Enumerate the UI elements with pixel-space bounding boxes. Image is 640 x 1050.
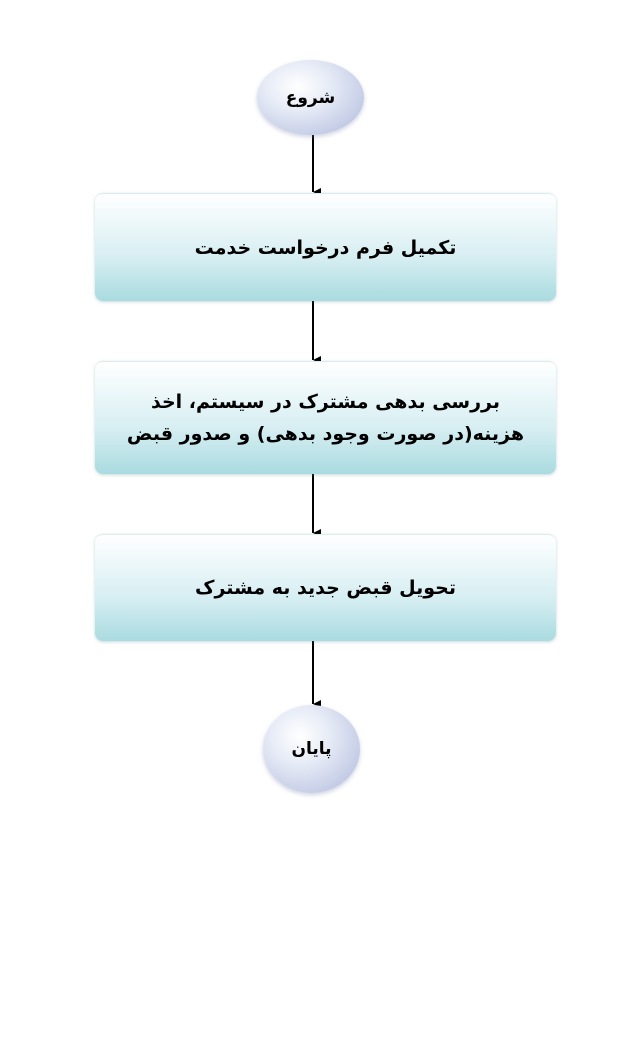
step-1-box (95, 193, 556, 301)
step-1-label: تکمیل فرم درخواست خدمت (194, 236, 457, 259)
step-3-label: تحویل قبض جدید به مشترک (195, 577, 456, 599)
end-node-label: پایان (291, 739, 332, 759)
start-node-label: شروع (285, 87, 336, 108)
step-2-label: بررسی بدهی مشترک در سیستم، اخذ هزینه(در صورت وجود بدهی) و صدور قبض (126, 391, 525, 445)
end-node (263, 705, 360, 793)
step-2-box (95, 361, 556, 474)
step-3-box (95, 534, 556, 641)
start-node (257, 60, 364, 135)
